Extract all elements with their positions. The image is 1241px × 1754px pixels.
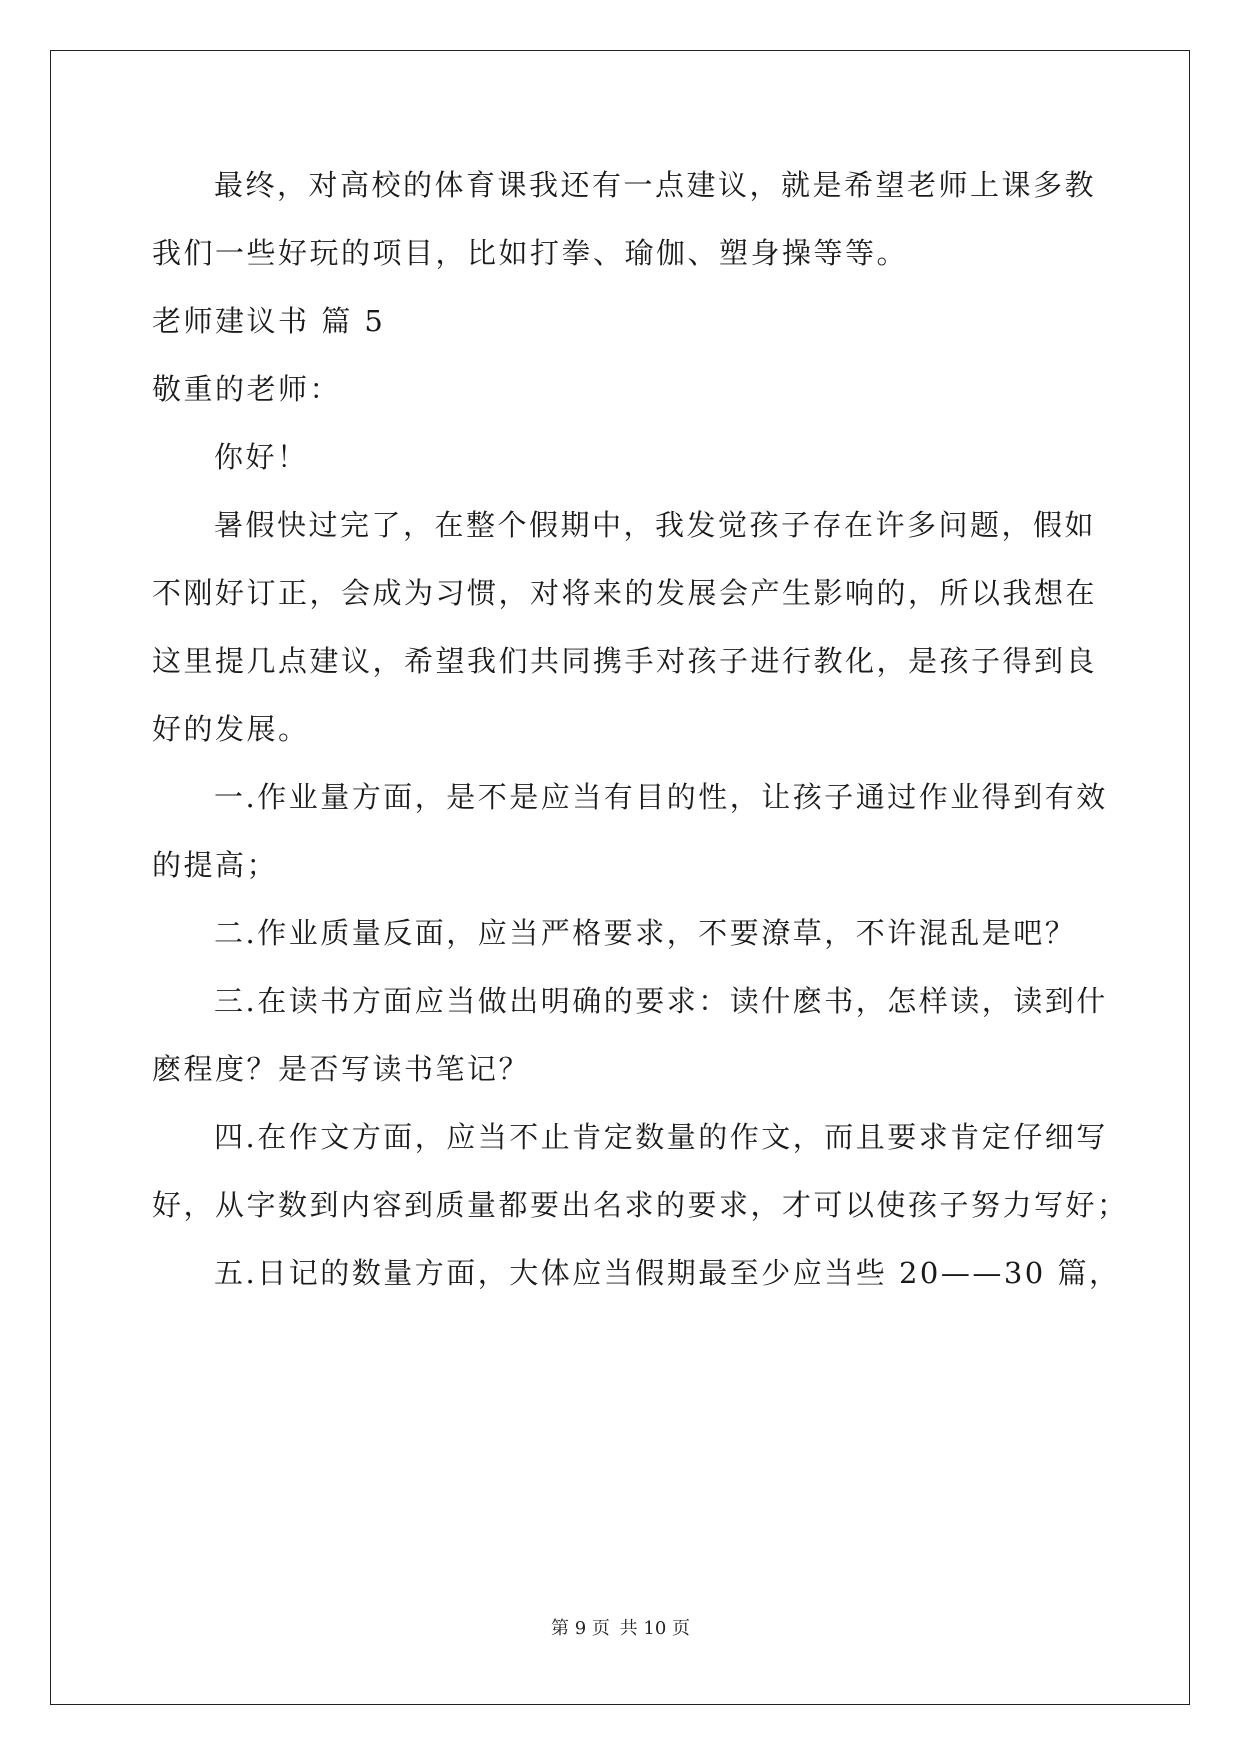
page-footer xyxy=(0,1614,1241,1640)
list-item-line: 好，从字数到内容到质量都要出名求的要求，才可以使孩子努力写好； xyxy=(152,1188,1129,1222)
list-item-line: 麽程度？是否写读书笔记？ xyxy=(152,1052,531,1086)
salutation: 敬重的老师： xyxy=(152,372,342,406)
greeting: 你好！ xyxy=(214,440,309,474)
page-number: 第 9 页 xyxy=(551,1618,610,1639)
paragraph-line: 这里提几点建议，希望我们共同携手对孩子进行教化，是孩子得到良 xyxy=(152,644,1098,678)
list-item-line: 四.在作文方面，应当不止肯定数量的作文，而且要求肯定仔细写 xyxy=(214,1120,1108,1154)
list-item-line: 五.日记的数量方面，大体应当假期最至少应当些 20——30 篇， xyxy=(214,1256,1121,1290)
paragraph-line: 最终，对高校的体育课我还有一点建议，就是希望老师上课多教 xyxy=(214,168,1097,202)
list-item-line: 二.作业质量反面，应当严格要求，不要潦草，不许混乱是吧？ xyxy=(214,916,1077,950)
paragraph-line: 好的发展。 xyxy=(152,712,310,746)
paragraph-line: 不刚好订正，会成为习惯，对将来的发展会产生影响的，所以我想在 xyxy=(152,576,1098,610)
list-item-line: 三.在读书方面应当做出明确的要求：读什麽书，怎样读，读到什 xyxy=(214,984,1108,1018)
paragraph-line: 暑假快过完了，在整个假期中，我发觉孩子存在许多问题，假如 xyxy=(214,508,1097,542)
list-item-line: 的提高； xyxy=(152,848,279,882)
page-total: 共 10 页 xyxy=(619,1618,690,1639)
section-heading: 老师建议书 篇 5 xyxy=(152,304,386,338)
paragraph-line: 我们一些好玩的项目，比如打拳、瑜伽、塑身操等等。 xyxy=(152,236,909,270)
list-item-line: 一.作业量方面，是不是应当有目的性，让孩子通过作业得到有效 xyxy=(214,780,1108,814)
